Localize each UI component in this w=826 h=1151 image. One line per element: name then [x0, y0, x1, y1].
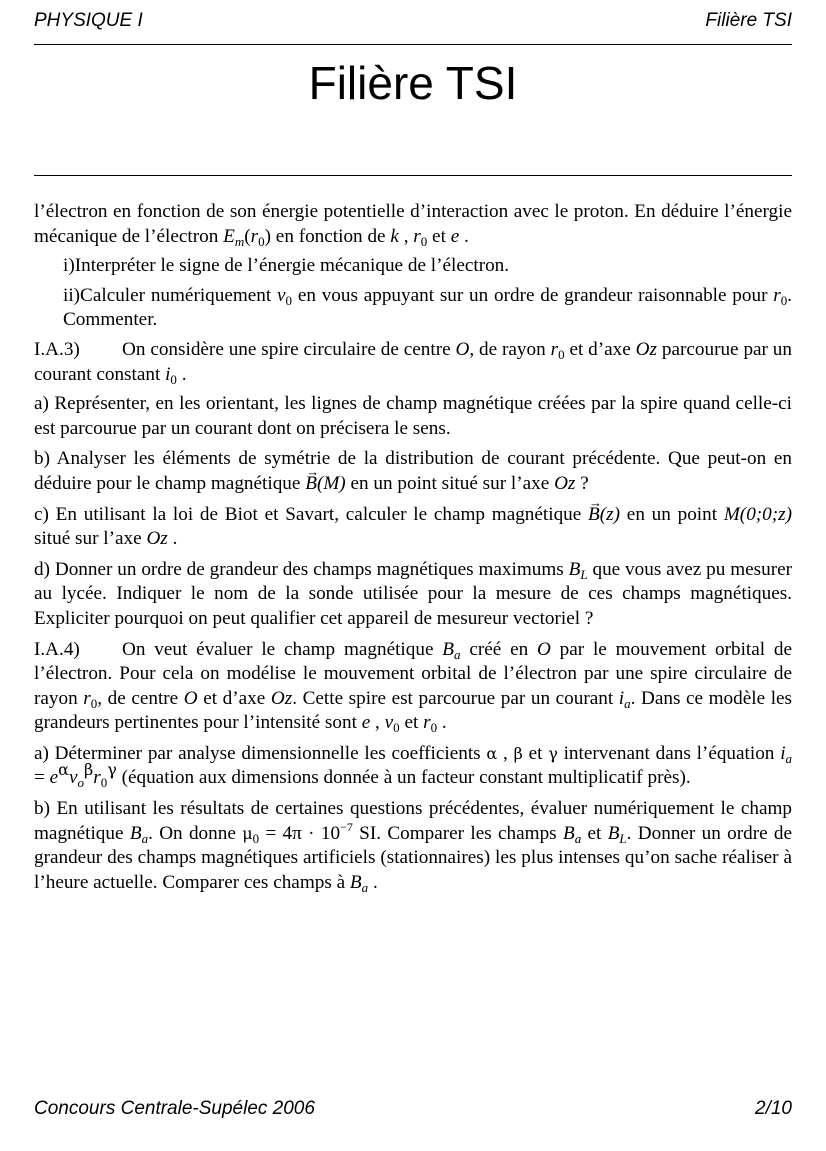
item-i: i)Interpréter le signe de l’énergie mécanique de l’électron.: [63, 255, 510, 277]
question-number: I.A.4): [34, 638, 80, 660]
paragraph-energy: l’électron en fonction de son énergie potentielle d’interaction avec le proton. En déduire l’énergie mécanique de l’électron $E_m(r_0)$ en fonction de k , $r_0$ et e .: [34, 201, 792, 249]
question-IA4-a: a) Déterminer par analyse dimensionnelle les coefficients α , β et γ intervenant dans l’équation $i_a = e^\alpha v_o^\beta r_0^\gamma$ (équation aux dimensions donnée à un facteur constant multiplicatif près).: [34, 742, 793, 791]
title-rule: [34, 175, 792, 176]
footer-exam: Concours Centrale-Supélec 2006: [34, 1098, 315, 1119]
question-IA4: I.A.4) On veut évaluer le champ magnétique $B_a$ créé en O par le mouvement orbital de l’électron. Pour cela on modélise le mouvement orbital de l’électron par une spire circulaire de rayon $r_0$, de centre O et d’axe Oz. Cette spire est parcourue par un courant $i_a$. Dans ce modèle les grandeurs pertinentes pour l’intensité sont e , $v_0$ et $r_0$ .: [34, 638, 793, 736]
question-IA3-a: a) Représenter, en les orientant, les lignes de champ magnétique créées par la spire quand celle-ci est parcourue par un courant dont on précisera le sens.: [34, 393, 792, 439]
header-rule: [34, 44, 792, 45]
footer-page-number: 2/10: [755, 1098, 792, 1119]
question-IA3-b: b) Analyser les éléments de symétrie de la distribution de courant précédente. Que peut-on en déduire pour le champ magnétique → B(M) en un point situé sur l’axe Oz ?: [34, 447, 792, 496]
question-number: I.A.3): [34, 338, 80, 360]
page-title: Filière TSI: [308, 57, 518, 109]
question-IA4-b: b) En utilisant les résultats de certaines questions précédentes, évaluer numériquement le champ magnétique $B_a$. On donne $\mu_0 = 4\pi \cdot 10^{-7}$ SI. Comparer les champs $B_a$ et $B_L$. Donner un ordre de grandeur des champs magnétiques artificiels (stationnaires) les plus intenses qu’on sache réaliser à l’heure actuelle. Comparer ces champs à $B_a$ .: [34, 798, 793, 895]
document-body: [34, 200, 792, 901]
item-ii: ii)Calculer numériquement $v_0$ en vous appuyant sur un ordre de grandeur raisonnable pour $r_0$. Commenter.: [63, 284, 793, 331]
header-track: Filière TSI: [705, 10, 792, 31]
question-IA3-d: d) Donner un ordre de grandeur des champs magnétiques maximums $B_L$ que vous avez pu mesurer au lycée. Indiquer le nom de la sonde utilisée pour la mesure de ces champs magnétiques. Expliciter pourquoi on peut qualifier cet appareil de mesureur vectoriel ?: [34, 558, 793, 629]
question-IA3-c: c) En utilisant la loi de Biot et Savart, calculer le champ magnétique → B(z) en un point M(0;0;z) situé sur l’axe Oz .: [34, 503, 792, 552]
header-subject: PHYSIQUE I: [34, 10, 143, 31]
question-IA3: I.A.3) On considère une spire circulaire de centre O, de rayon $r_0$ et d’axe Oz parcourue par un courant constant $i_0$ .: [34, 338, 792, 387]
